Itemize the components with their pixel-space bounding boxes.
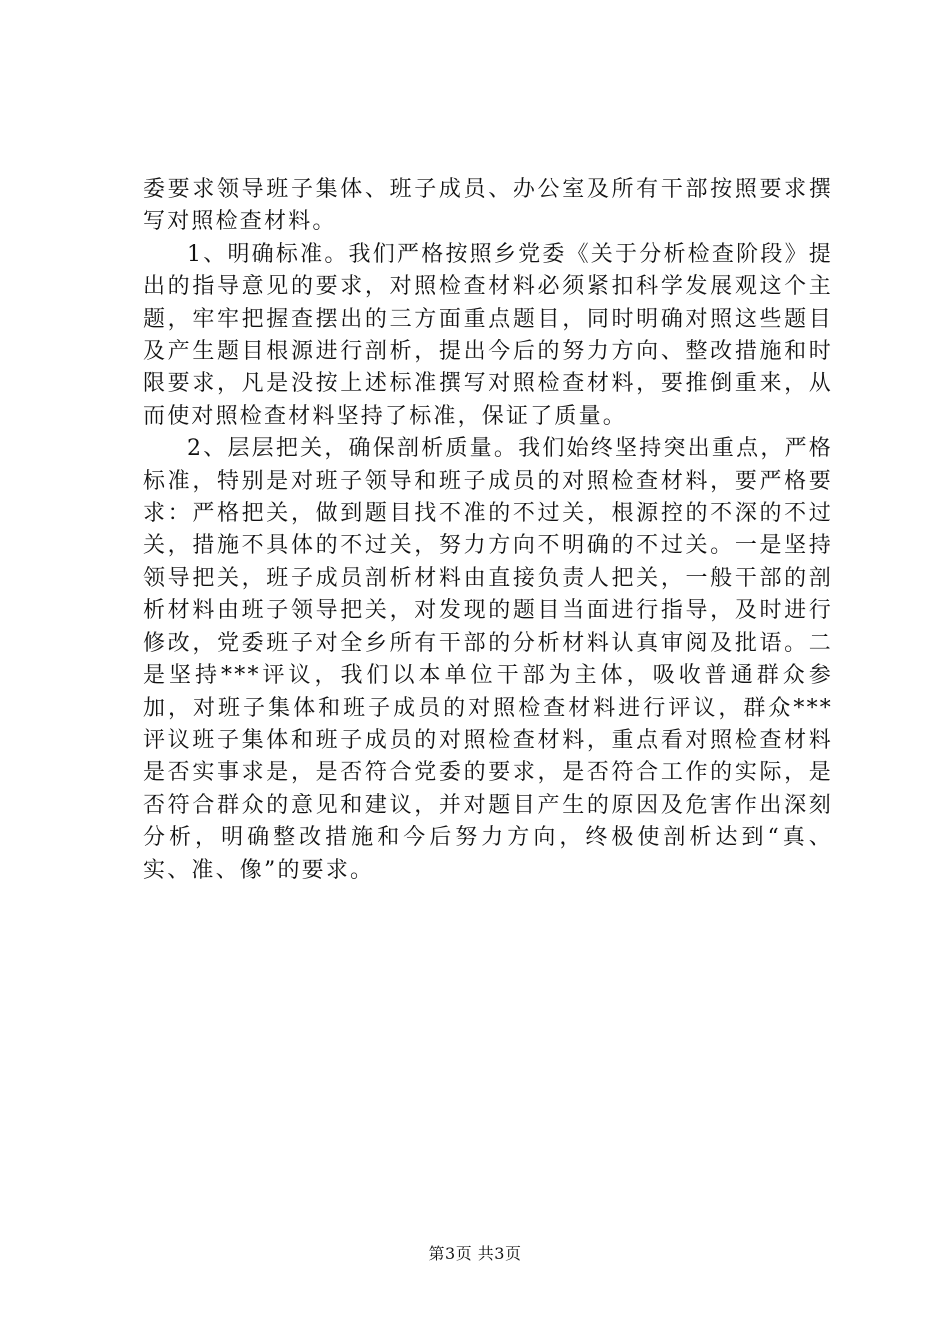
paragraph-continuation: 委要求领导班子集体、班子成员、办公室及所有干部按照要求撰写对照检查材料。 — [143, 177, 833, 235]
paragraph-review-quality: 2、层层把关，确保剖析质量。我们始终坚持突出重点，严格标准，特别是对班子领导和班子成员的对照检查材料，要严格要求：严格把关，做到题目找不准的不过关，根源控的不深的不过关，措施不具体的不过关，努力方向不明确的不过关。一是坚持领导把关，班子成员剖析材料由直接负责人把关，一般干部的剖析材料由班子领导把关，对发现的题目当面进行指导，及时进行修改，党委班子对全乡所有干部的分析材料认真审阅及批语。二是坚持***评议，我们以本单位干部为主体，吸收普通群众参加，对班子集体和班子成员的对照检查材料进行评议，群众***评议班子集体和班子成员的对照检查材料，重点看对照检查材料是否实事求是，是否符合党委的要求，是否符合工作的实际，是否符合群众的意见和建议，并对题目产生的原因及危害作出深刻分析，明确整改措施和今后努力方向，终极使剖析达到“真、实、准、像”的要求。 — [143, 436, 833, 883]
paragraph-standards: 1、明确标准。我们严格按照乡党委《关于分析检查阶段》提出的指导意见的要求，对照检查材料必须紧扣科学发展观这个主题，牢牢把握查摆出的三方面重点题目，同时明确对照这些题目及产生题目根源进行剖析，提出今后的努力方向、整改措施和时限要求，凡是没按上述标准撰写对照检查材料，要推倒重来，从而使对照检查材料坚持了标准，保证了质量。 — [143, 241, 833, 429]
document-body — [143, 174, 833, 887]
page-footer: 第3页 共3页 — [428, 1244, 522, 1263]
